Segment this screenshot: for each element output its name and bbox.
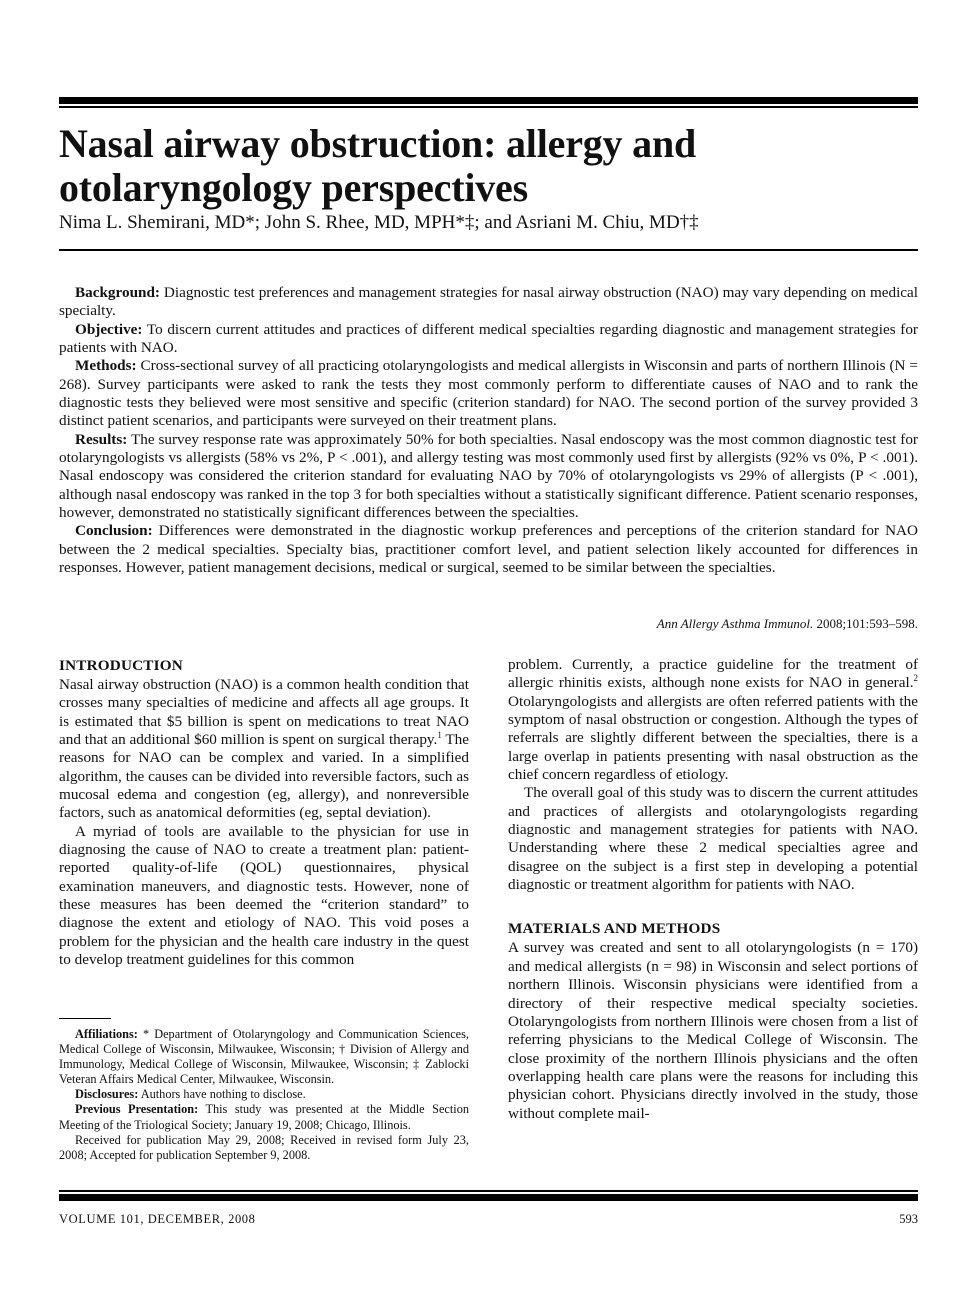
left-column	[59, 656, 469, 970]
article-title: Nasal airway obstruction: allergy and otolaryngology perspectives	[59, 121, 697, 210]
introduction-heading: INTRODUCTION	[59, 657, 183, 674]
authors-rule	[59, 249, 918, 251]
top-rule-thin	[59, 106, 918, 108]
intro-paragraph-1: Nasal airway obstruction (NAO) is a common health condition that crosses many specialties of medicine and affects all age groups. It is estimated that $5 billion is spent on medications to treat NAO and that an additional $60 million is spent on surgical therapy.$^1$ The reasons for NAO can be complex and varied. In a simplified algorithm, the causes can be divided into reversible factors, such as mucosal edema and congestion (eg, allergy), and nonreversible factors, such as anatomical deformities (eg, septal deviation).	[59, 676, 469, 822]
citation-details: 2008;101:593–598.	[816, 616, 918, 631]
bottom-rule-thick	[59, 1194, 918, 1201]
previous-presentation: Previous Presentation: This study was presented at the Middle Section Meeting of the Triological Society; January 19, 2008; Chicago, Illinois.	[59, 1102, 469, 1132]
abstract-conclusion: Conclusion: Differences were demonstrated in the diagnostic workup preferences and perceptions of the criterion standard for NAO between the 2 medical specialties. Specialty bias, practitioner comfort level, and patient selection likely accounted for differences in responses. However, patient management decisions, medical or surgical, seemed to be similar between the specialties.	[59, 522, 918, 577]
citation-journal: Ann Allergy Asthma Immunol.	[656, 616, 814, 631]
footer-volume: VOLUME 101, DECEMBER, 2008	[59, 1212, 256, 1226]
abstract-background: Background: Diagnostic test preferences and management strategies for nasal airway obstruction (NAO) may vary depending on medical specialty.	[59, 284, 919, 320]
methods-heading: MATERIALS AND METHODS	[508, 920, 721, 938]
page-number: 593	[899, 1212, 918, 1226]
top-rule-thick	[59, 97, 918, 104]
intro-paragraph-3: problem. Currently, a practice guideline for the treatment of allergic rhinitis exists, although none exists for NAO in general.$^2$ Otolaryngologists and allergists are often referred patients with the symptom of nasal obstruction or congestion. Although the types of referrals are slightly different between the specialties, there is a large overlap in patients presenting with nasal obstruction as the chief concern regardless of etiology.	[508, 656, 918, 784]
footnote-rule	[59, 1018, 111, 1019]
abstract-methods: Methods: Cross-sectional survey of all practicing otolaryngologists and medical allergists in Wisconsin and parts of northern Illinois (N = 268). Survey participants were asked to rank the tests they most commonly perform to differentiate causes of NAO and to rank the diagnostic tests they believed were most sensitive and specific (criterion standard) for NAO. The second portion of the survey provided 3 distinct patient scenarios, and participants were surveyed on their treatment plans.	[59, 357, 918, 430]
abstract-results: Results: The survey response rate was approximately 50% for both specialties. Nasal endoscopy was the most common diagnostic test for otolaryngologists vs allergists (58% vs 2%, P < .001), and allergy testing was most commonly used first by allergists (92% vs 0%, P < .001). Nasal endoscopy was considered the criterion standard for evaluating NAO by 70% of otolaryngologists vs 29% of allergists (P < .001), although nasal endoscopy was ranked in the top 3 for both specialties without a statistically significant difference. Patient scenario responses, however, demonstrated no statistically significant differences between the specialties.	[59, 430, 918, 522]
reference-2: 2	[913, 673, 918, 684]
bottom-rule-thin	[59, 1190, 918, 1192]
right-column	[508, 656, 918, 1123]
author-line: Nima L. Shemirani, MD*; John S. Rhee, MD, MPH*‡; and Asriani M. Chiu, MD†‡	[59, 212, 699, 233]
footnotes	[59, 1027, 469, 1163]
disclosures: Disclosures: Authors have nothing to disclose.	[75, 1087, 306, 1102]
journal-citation	[500, 615, 918, 633]
methods-paragraph-1: A survey was created and sent to all otolaryngologists (n = 170) and medical allergists (n = 98) in Wisconsin and select portions of northern Illinois. Wisconsin physicians were identified from a directory of their respective medical specialty societies. Otolaryngologists from northern Illinois were chosen from a list of referring physicians to the Medical College of Wisconsin. The close proximity of the northern Illinois physicians and the often overlapping health care plans were the reasons for including this physician cohort. Physicians directly involved in the study, those without complete mail-	[508, 939, 918, 1122]
affiliations: Affiliations: * Department of Otolaryngology and Communication Sciences, Medical College of Wisconsin, Milwaukee, Wisconsin; † Division of Allergy and Immunology, Medical College of Wisconsin, Milwaukee, Wisconsin; ‡ Zablocki Veteran Affairs Medical Center, Milwaukee, Wisconsin.	[59, 1027, 469, 1087]
abstract	[59, 284, 918, 578]
reference-1: 1	[437, 730, 442, 741]
received-dates: Received for publication May 29, 2008; Received in revised form July 23, 2008; Accepted for publication September 9, 2008.	[59, 1132, 469, 1162]
abstract-objective: Objective: To discern current attitudes and practices of different medical specialties regarding diagnostic and management strategies for patients with NAO.	[59, 320, 918, 357]
intro-paragraph-2: A myriad of tools are available to the physician for use in diagnosing the cause of NAO to create a treatment plan: patient-reported quality-of-life (QOL) questionnaires, physical examination maneuvers, and diagnostic tests. However, none of these measures has been deemed the “criterion standard” to diagnose the extent and etiology of NAO. This void poses a problem for the physician and the health care industry in the quest to develop treatment guidelines for this common	[59, 822, 469, 969]
intro-paragraph-4: The overall goal of this study was to discern the current attitudes and practices of allergists and otolaryngologists regarding diagnostic and management strategies for patients with NAO. Understanding where these 2 medical specialties agree and disagree on the subject is a first step in developing a potential diagnostic or treatment algorithm for patients with NAO.	[508, 784, 918, 894]
